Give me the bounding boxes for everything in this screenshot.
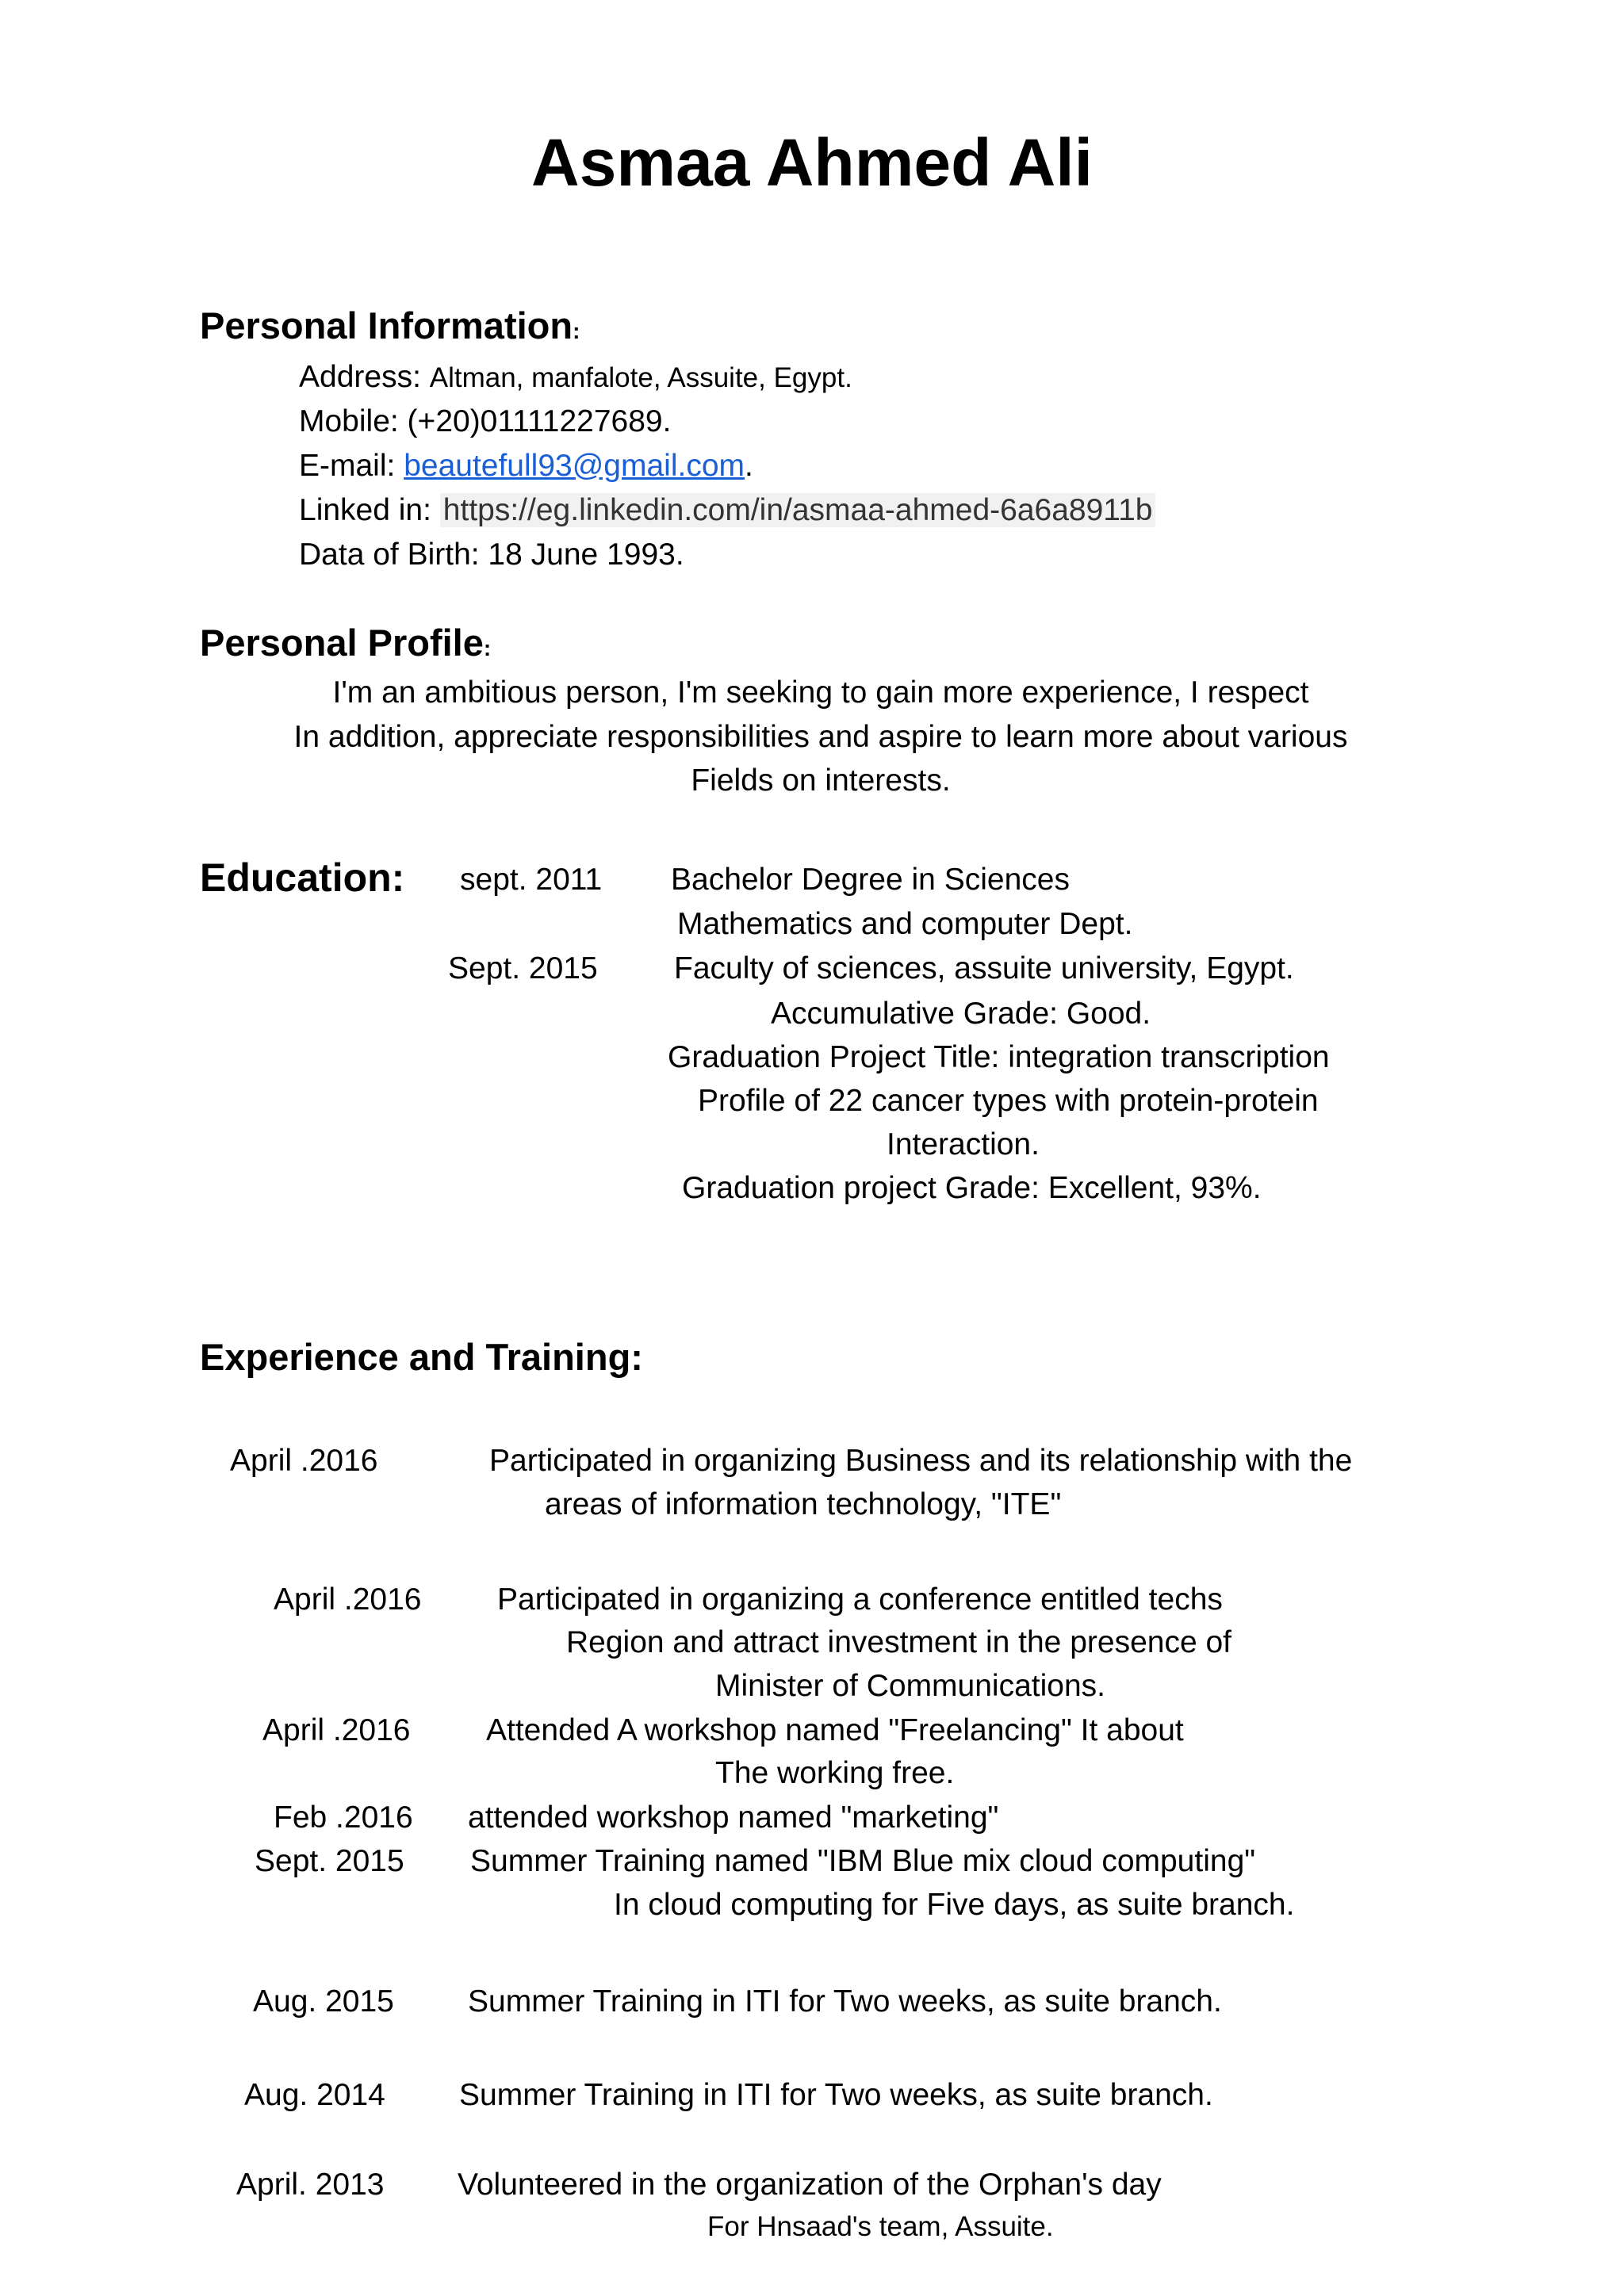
education-end-date: Sept. 2015 <box>448 951 598 985</box>
experience-line: attended workshop named "marketing" <box>468 1800 999 1835</box>
experience-date: April. 2013 <box>236 2168 385 2202</box>
resume-name: Asmaa Ahmed Ali <box>531 125 1093 200</box>
experience-date: Aug. 2014 <box>244 2078 385 2112</box>
email-line: E-mail: beautefull93@gmail.com. <box>299 449 753 483</box>
experience-date: April .2016 <box>274 1582 422 1617</box>
experience-line: Participated in organizing Business and its relationship with the <box>489 1444 1353 1478</box>
education-line: Graduation project Grade: Excellent, 93%. <box>682 1171 1262 1205</box>
linkedin-line: Linked in: https://eg.linkedin.com/in/asmaa-ahmed-6a6a8911b <box>299 495 1155 526</box>
experience-line: areas of information technology, "ITE" <box>545 1487 1062 1521</box>
personal-profile-heading: Personal Profile: <box>200 622 492 664</box>
experience-line: Summer Training named "IBM Blue mix cloud computing" <box>470 1844 1256 1878</box>
mobile-line: Mobile: (+20)01111227689. <box>299 404 672 438</box>
experience-date: Aug. 2015 <box>253 1984 394 2019</box>
personal-information-heading: Personal Information: <box>200 304 580 346</box>
education-line: Graduation Project Title: integration transcription <box>668 1040 1330 1074</box>
experience-line: Summer Training in ITI for Two weeks, as suite branch. <box>468 1984 1222 2019</box>
experience-line: Region and attract investment in the presence of <box>566 1625 1231 1659</box>
email-link[interactable]: beautefull93@gmail.com <box>404 449 745 483</box>
experience-line: Attended A workshop named "Freelancing" It about <box>486 1713 1184 1747</box>
experience-line: Volunteered in the organization of the Orphan's day <box>458 2168 1162 2202</box>
education-start-date: sept. 2011 <box>460 863 603 897</box>
education-line: Faculty of sciences, assuite university, Egypt. <box>674 951 1294 985</box>
linkedin-url[interactable]: https://eg.linkedin.com/in/asmaa-ahmed-6a6a8911b <box>440 493 1156 527</box>
education-line: Bachelor Degree in Sciences <box>671 863 1070 897</box>
birth-line: Data of Birth: 18 June 1993. <box>299 538 684 572</box>
experience-date: April .2016 <box>262 1713 411 1747</box>
experience-line: Participated in organizing a conference entitled techs <box>497 1582 1223 1617</box>
education-heading: Education: <box>200 855 405 900</box>
experience-date: April .2016 <box>230 1444 378 1478</box>
experience-line: In cloud computing for Five days, as suite branch. <box>614 1888 1295 1922</box>
experience-line: Summer Training in ITI for Two weeks, as suite branch. <box>459 2078 1213 2112</box>
address-line: Address: Altman, manfalote, Assuite, Egypt. <box>299 360 852 394</box>
education-line: Profile of 22 cancer types with protein-protein <box>698 1084 1319 1118</box>
experience-line: The working free. <box>715 1756 955 1790</box>
experience-line: Minister of Communications. <box>715 1669 1105 1703</box>
experience-line: For Hnsaad's team, Assuite. <box>707 2211 1054 2242</box>
profile-line: I'm an ambitious person, I'm seeking to gain more experience, I respect <box>332 675 1309 710</box>
education-line: Interaction. <box>887 1127 1040 1161</box>
profile-line: In addition, appreciate responsibilities and aspire to learn more about various <box>293 720 1348 754</box>
experience-heading: Experience and Training: <box>200 1336 643 1378</box>
profile-line: Fields on interests. <box>691 763 951 798</box>
experience-date: Sept. 2015 <box>255 1844 404 1878</box>
experience-date: Feb .2016 <box>274 1800 413 1835</box>
education-line: Accumulative Grade: Good. <box>771 997 1151 1031</box>
education-line: Mathematics and computer Dept. <box>677 907 1133 941</box>
